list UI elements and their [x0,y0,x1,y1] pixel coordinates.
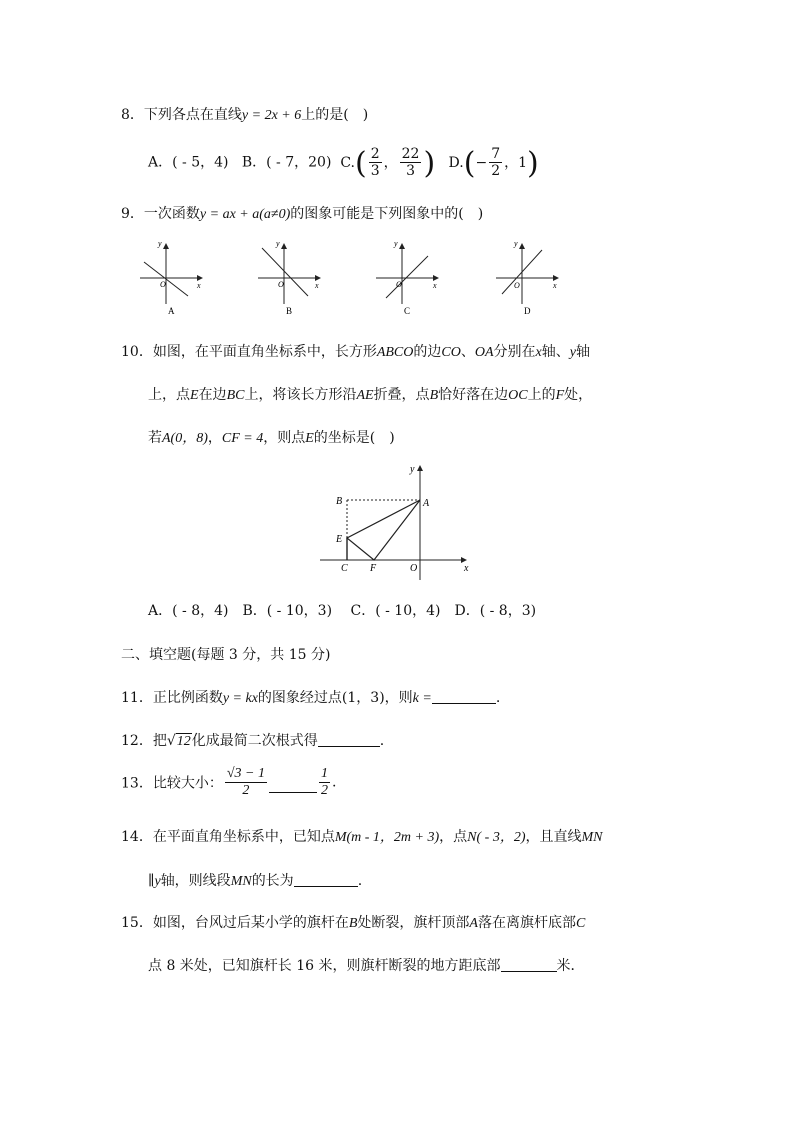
graph-b-y-label: y [276,239,280,248]
question-14-line-1: 14．在平面直角坐标系中，已知点M(m - 1，2m + 3)，点N( - 3，2)，且直线MN [121,829,603,845]
question-14-line-2: ∥y轴，则线段MN的长为 . [148,873,363,889]
graph-a-x-label: x [197,281,201,290]
question-9-stem: 9．一次函数y = ax + a(a≠0)的图象可能是下列图象中的( ) [121,206,484,222]
q8-option-c: C.( $\frac{2}{3}$ ， $\frac{22}{3}$ ) [340,145,436,181]
question-15-line-1: 15．如图，台风过后某小学的旗杆在B处断裂，旗杆顶部A落在离旗杆底部C [121,915,586,931]
q9-graph-b [258,239,320,316]
question-10-line-1: 10．如图，在平面直角坐标系中，长方形ABCO的边CO、OA分别在x轴、y轴 [121,344,590,360]
point-c-label: C [341,563,348,574]
q8-option-d: D.(− $\frac{7}{2}$ ，1) [448,145,539,181]
q9-graph-d [496,239,558,316]
graph-d-y-label: y [514,239,518,248]
q14-answer-blank[interactable] [294,872,358,887]
graph-a-origin: O [160,280,166,289]
question-15-line-2: 点 8 米处，已知旗杆长 16 米，则旗杆断裂的地方距底部 米． [148,958,585,974]
question-13: 13．比较大小： $\frac{√3 - 1}{2}$ $\frac{1}{2}$ . [121,766,337,798]
point-b-label: B [336,496,343,507]
point-a-label: A [423,498,430,509]
graph-d-x-label: x [553,281,557,290]
q10-figure [316,462,476,580]
question-8-options [148,146,539,179]
graph-c-label: C [404,306,411,316]
y-axis-label: y [410,464,415,475]
graph-a-label: A [168,306,175,316]
graph-b-label: B [286,306,293,316]
question-8-stem: 8．下列各点在直线y = 2x + 6上的是( ) [121,107,369,123]
q12-answer-blank[interactable] [318,732,380,747]
question-10-options: A．( - 8，4) B．( - 10，3) C．( - 10，4) D．( - 8，3) [148,603,537,619]
graph-c-x-label: x [433,281,437,290]
graph-d-origin: O [514,281,520,290]
q9-graph-c [376,239,438,316]
graph-c-origin: O [396,280,402,289]
point-e-label: E [336,534,343,545]
q8-equation: y = 2x + 6 [241,108,302,123]
point-o-label: O [410,563,418,574]
question-11: 11．正比例函数y = kx的图象经过点(1，3)，则k = . [121,690,501,706]
q15-answer-blank[interactable] [501,957,557,972]
q9-graph-a [140,239,202,316]
q9-equation: y = ax + a(a≠0) [199,207,291,222]
q9-graphs [130,236,580,322]
q8-option-a: A．( - 5，4) [148,154,229,171]
graph-b-x-label: x [315,281,319,290]
graph-b-origin: O [278,280,284,289]
graph-a-y-label: y [158,239,162,248]
point-f-label: F [370,563,377,574]
x-axis-label: x [464,563,469,574]
graph-c-y-label: y [394,239,398,248]
section-2-heading: 二、填空题(每题 3 分，共 15 分) [121,647,331,663]
q11-answer-blank[interactable] [432,689,496,704]
question-12: 12．把√12化成最简二次根式得 . [121,733,385,749]
question-10-line-2: 上，点E在边BC上，将该长方形沿AE折叠，点B恰好落在边OC上的F处， [148,387,593,403]
q13-answer-blank[interactable] [269,778,317,793]
q8-option-b: B．( - 7，20) [241,154,332,171]
question-10-line-3: 若A(0，8)，CF = 4，则点E的坐标是( ) [148,430,395,446]
graph-d-label: D [524,306,531,316]
